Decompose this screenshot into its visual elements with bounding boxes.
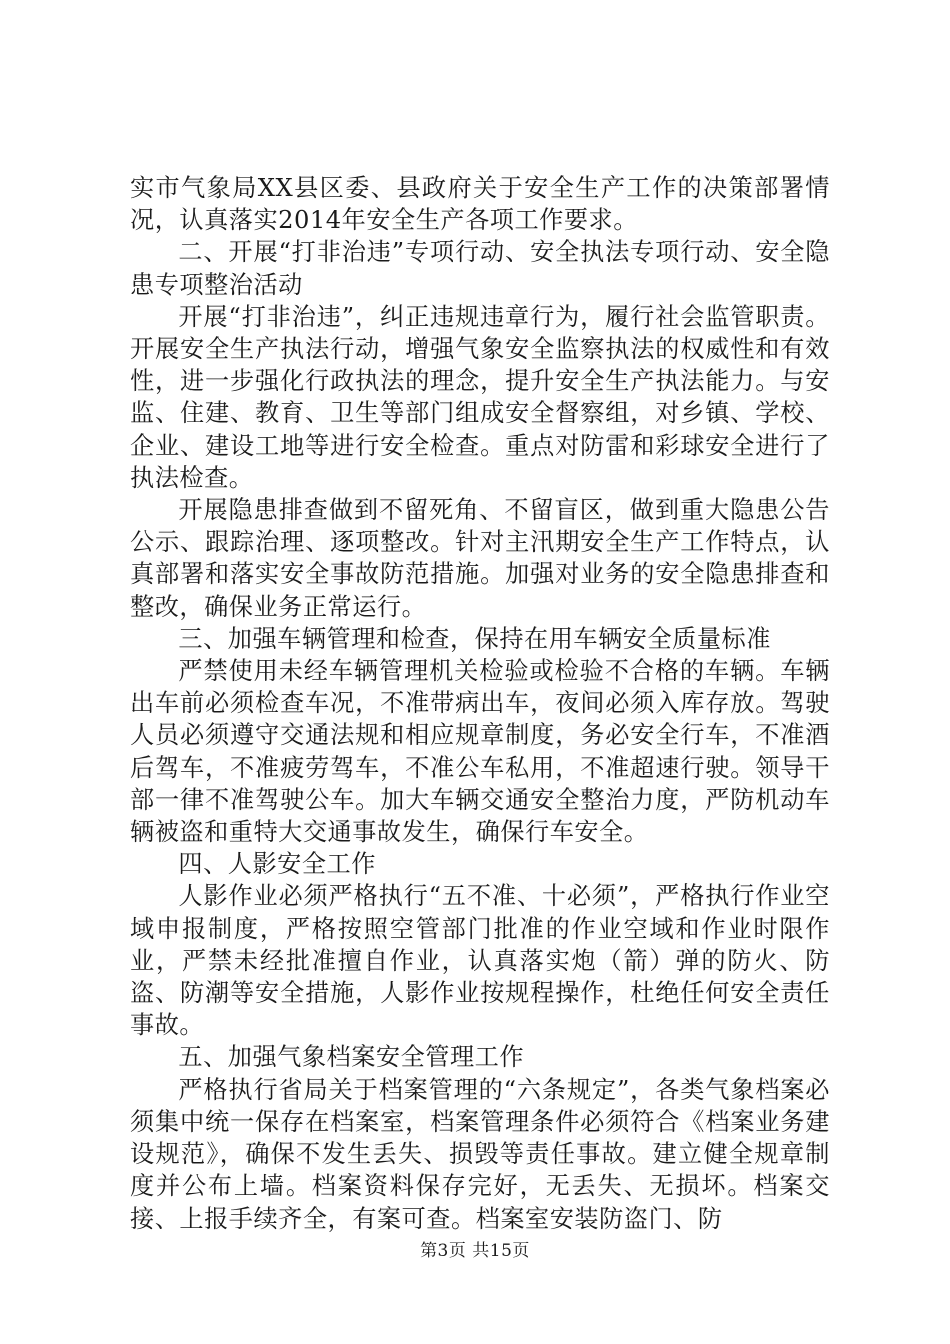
page-number-footer: 第3页 共15页 — [420, 1241, 530, 1261]
paragraph: 开展“打非治违”，纠正违规违章行为，履行社会监管职责。开展安全生产执法行动，增强气象安全监察执法的权威性和有效性，进一步强化行政执法的理念，提升安全生产执法能力。与安监、住建、教育、卫生等部门组成安全督察组，对乡镇、学校、企业、建设工地等进行安全检查。重点对防雷和彩球安全进行了执法检查。 — [130, 302, 830, 492]
section-heading: 五、加强气象档案安全管理工作 — [178, 1043, 525, 1072]
paragraph: 严禁使用未经车辆管理机关检验或检验不合格的车辆。车辆出车前必须检查车况，不准带病出车，夜间必须入库存放。驾驶人员必须遵守交通法规和相应规章制度，务必安全行车，不准酒后驾车，不准疲劳驾车，不准公车私用，不准超速行驶。领导干部一律不准驾驶公车。加大车辆交通安全整治力度，严防机动车辆被盗和重特大交通事故发生，确保行车安全。 — [130, 657, 830, 847]
section-heading: 二、开展“打非治违”专项行动、安全执法专项行动、安全隐患专项整治活动 — [130, 238, 830, 299]
paragraph: 开展隐患排查做到不留死角、不留盲区，做到重大隐患公告公示、跟踪治理、逐项整改。针对主汛期安全生产工作特点，认真部署和落实安全事故防范措施。加强对业务的安全隐患排查和整改，确保业务正常运行。 — [130, 496, 830, 621]
section-heading: 四、人影安全工作 — [178, 850, 376, 879]
paragraph: 人影作业必须严格执行“五不准、十必须”，严格执行作业空域申报制度，严格按照空管部门批准的作业空域和作业时限作业，严禁未经批准擅自作业，认真落实炮（箭）弹的防火、防盗、防潮等安全措施，人影作业按规程操作，杜绝任何安全责任事故。 — [130, 882, 830, 1040]
paragraph: 严格执行省局关于档案管理的“六条规定”，各类气象档案必须集中统一保存在档案室，档案管理条件必须符合《档案业务建设规范》，确保不发生丢失、损毁等责任事故。建立健全规章制度并公布上墙。档案资料保存完好，无丢失、无损坏。档案交接、上报手续齐全，有案可查。档案室安装防盗门、防 — [130, 1075, 830, 1233]
section-heading: 三、加强车辆管理和检查，保持在用车辆安全质量标准 — [178, 624, 771, 653]
document-body — [130, 172, 830, 1235]
paragraph: 实市气象局XX县区委、县政府关于安全生产工作的决策部署情况，认真落实2014年安全生产各项工作要求。 — [130, 174, 830, 235]
